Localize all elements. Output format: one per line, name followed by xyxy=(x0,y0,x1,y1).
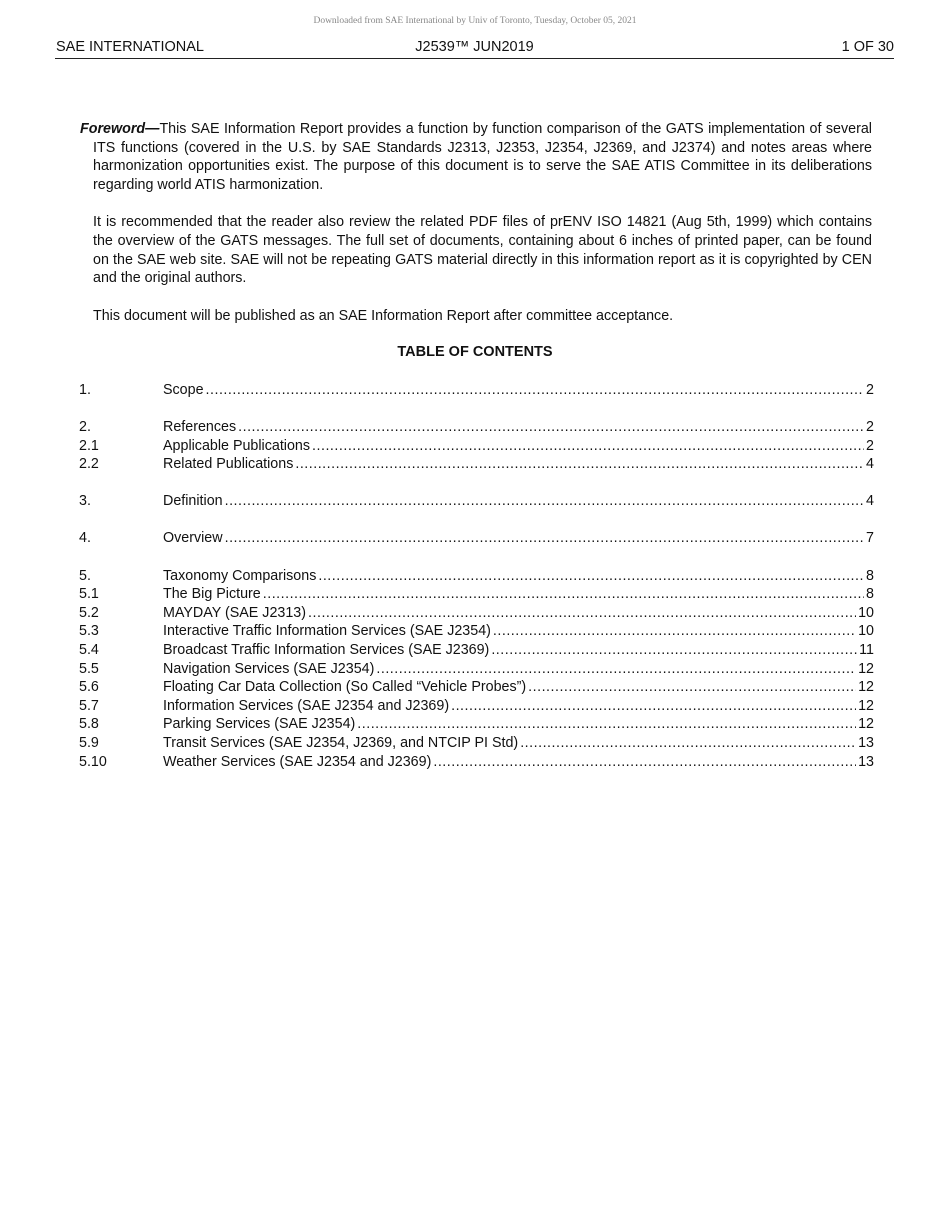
toc-entry-number: 5.7 xyxy=(79,697,99,714)
toc-entry-page: 4 xyxy=(866,456,874,473)
toc-entry-title: Broadcast Traffic Information Services (SAE J2369) xyxy=(163,641,490,658)
toc-entry-number: 1. xyxy=(79,382,91,398)
toc-entry-number: 2. xyxy=(79,419,91,436)
header-document-id: J2539™ JUN2019 xyxy=(415,39,534,55)
toc-entry[interactable] xyxy=(79,455,874,474)
toc-entry[interactable] xyxy=(79,641,874,660)
toc-entry-title: Interactive Traffic Information Services (SAE J2354) xyxy=(163,623,491,640)
toc-dot-leader xyxy=(376,660,856,679)
toc-entry-number: 5.1 xyxy=(79,586,99,603)
toc-entry-page: 8 xyxy=(866,567,874,584)
toc-entry[interactable] xyxy=(79,381,874,400)
toc-entry-number: 5.4 xyxy=(79,641,99,658)
toc-entry-title: Overview xyxy=(163,530,223,547)
toc-entry-number: 3. xyxy=(79,493,91,510)
toc-entry[interactable] xyxy=(79,753,874,772)
toc-dot-leader xyxy=(451,697,856,716)
toc-dot-leader xyxy=(433,753,856,772)
toc-dot-leader xyxy=(295,455,864,474)
toc-entry-page: 8 xyxy=(866,586,874,603)
toc-entry-title: Scope xyxy=(163,382,204,398)
toc-entry-page: 12 xyxy=(858,697,874,714)
toc-entry-page: 12 xyxy=(858,660,874,677)
toc-entry[interactable] xyxy=(79,604,874,623)
foreword-paragraph-3: This document will be published as an SAE Information Report after committee acceptance. xyxy=(93,307,674,324)
toc-entry[interactable] xyxy=(79,529,874,548)
foreword-section xyxy=(80,120,872,344)
toc-entry-page: 2 xyxy=(866,382,874,398)
toc-entry-number: 5.10 xyxy=(79,753,107,770)
toc-entry-page: 13 xyxy=(858,753,874,770)
foreword-paragraph-2: It is recommended that the reader also review the related PDF files of prENV ISO 14821 (Aug 5th, 1999) which contains the overview of the GATS messages. The full set of documents, containing about 6 inches of printed paper, can be found on the SAE web site. SAE will not be repeating GATS material directly in this information report as it is copyrighted by CEN and the original authors. xyxy=(93,214,872,287)
toc-entry-number: 4. xyxy=(79,530,91,547)
toc-entry-title: Taxonomy Comparisons xyxy=(163,567,317,584)
toc-entry[interactable] xyxy=(79,678,874,697)
toc-entry-number: 5.3 xyxy=(79,623,99,640)
table-of-contents xyxy=(79,381,874,771)
toc-dot-leader xyxy=(238,418,864,437)
toc-entry-number: 5.2 xyxy=(79,604,99,621)
toc-entry[interactable] xyxy=(79,418,874,437)
toc-entry[interactable] xyxy=(79,734,874,753)
toc-entry-title: MAYDAY (SAE J2313) xyxy=(163,604,307,621)
toc-entry-title: Information Services (SAE J2354 and J2369) xyxy=(163,697,450,714)
toc-dot-leader xyxy=(491,641,857,660)
toc-entry-number: 2.1 xyxy=(79,437,99,454)
toc-entry-title: The Big Picture xyxy=(163,586,261,603)
toc-entry[interactable] xyxy=(79,567,874,586)
toc-entry-page: 11 xyxy=(859,641,874,658)
toc-entry[interactable] xyxy=(79,622,874,641)
toc-entry[interactable] xyxy=(79,437,874,456)
toc-entry-title: Weather Services (SAE J2354 and J2369) xyxy=(163,753,432,770)
toc-entry-title: Related Publications xyxy=(163,456,294,473)
toc-entry[interactable] xyxy=(79,715,874,734)
toc-entry[interactable] xyxy=(79,697,874,716)
toc-dot-leader xyxy=(312,437,864,456)
toc-entry-number: 5.5 xyxy=(79,660,99,677)
foreword-text-1: This SAE Information Report provides a function by function comparison of the GATS implementation of several ITS functions (covered in the U.S. by SAE Standards J2313, J2353, J2354, J2369, and J2374) and notes areas where harmonization opportunities exist. The purpose of this document is to serve the SAE ATIS Committee in its deliberations regarding world ATIS harmonization. xyxy=(93,121,872,194)
toc-dot-leader xyxy=(206,381,865,400)
toc-entry-title: References xyxy=(163,419,237,436)
toc-entry-page: 10 xyxy=(858,604,874,621)
header-page-number: 1 OF 30 xyxy=(841,39,894,55)
foreword-lead: Foreword— xyxy=(80,121,160,137)
toc-entry-title: Parking Services (SAE J2354) xyxy=(163,716,356,733)
toc-entry-title: Floating Car Data Collection (So Called “Vehicle Probes”) xyxy=(163,679,527,696)
toc-entry-number: 2.2 xyxy=(79,456,99,473)
toc-dot-leader xyxy=(493,622,856,641)
toc-entry-number: 5.6 xyxy=(79,679,99,696)
toc-dot-leader xyxy=(225,529,864,548)
toc-entry-number: 5. xyxy=(79,567,91,584)
toc-dot-leader xyxy=(318,567,864,586)
toc-entry-page: 2 xyxy=(866,437,874,454)
toc-entry-number: 5.8 xyxy=(79,716,99,733)
toc-dot-leader xyxy=(225,492,864,511)
toc-entry[interactable] xyxy=(79,492,874,511)
header-organization: SAE INTERNATIONAL xyxy=(56,39,204,55)
toc-dot-leader xyxy=(263,585,864,604)
toc-entry-page: 10 xyxy=(858,623,874,640)
download-watermark: Downloaded from SAE International by Univ of Toronto, Tuesday, October 05, 2021 xyxy=(313,16,637,26)
toc-dot-leader xyxy=(528,678,856,697)
toc-entry-title: Transit Services (SAE J2354, J2369, and NTCIP PI Std) xyxy=(163,734,519,751)
toc-entry-page: 12 xyxy=(858,716,874,733)
toc-entry-page: 4 xyxy=(866,493,874,510)
page-header xyxy=(55,38,894,59)
toc-entry-number: 5.9 xyxy=(79,734,99,751)
toc-dot-leader xyxy=(308,604,856,623)
toc-entry[interactable] xyxy=(79,660,874,679)
toc-entry-title: Navigation Services (SAE J2354) xyxy=(163,660,375,677)
toc-dot-leader xyxy=(357,715,856,734)
toc-entry-title: Applicable Publications xyxy=(163,437,311,454)
toc-entry-page: 12 xyxy=(858,679,874,696)
foreword-paragraph-1 xyxy=(80,120,872,195)
toc-entry-page: 2 xyxy=(866,419,874,436)
toc-entry-title: Definition xyxy=(163,493,223,510)
toc-entry-page: 7 xyxy=(866,530,874,547)
toc-heading: TABLE OF CONTENTS xyxy=(397,344,553,360)
toc-dot-leader xyxy=(520,734,856,753)
toc-entry[interactable] xyxy=(79,585,874,604)
toc-entry-page: 13 xyxy=(858,734,874,751)
